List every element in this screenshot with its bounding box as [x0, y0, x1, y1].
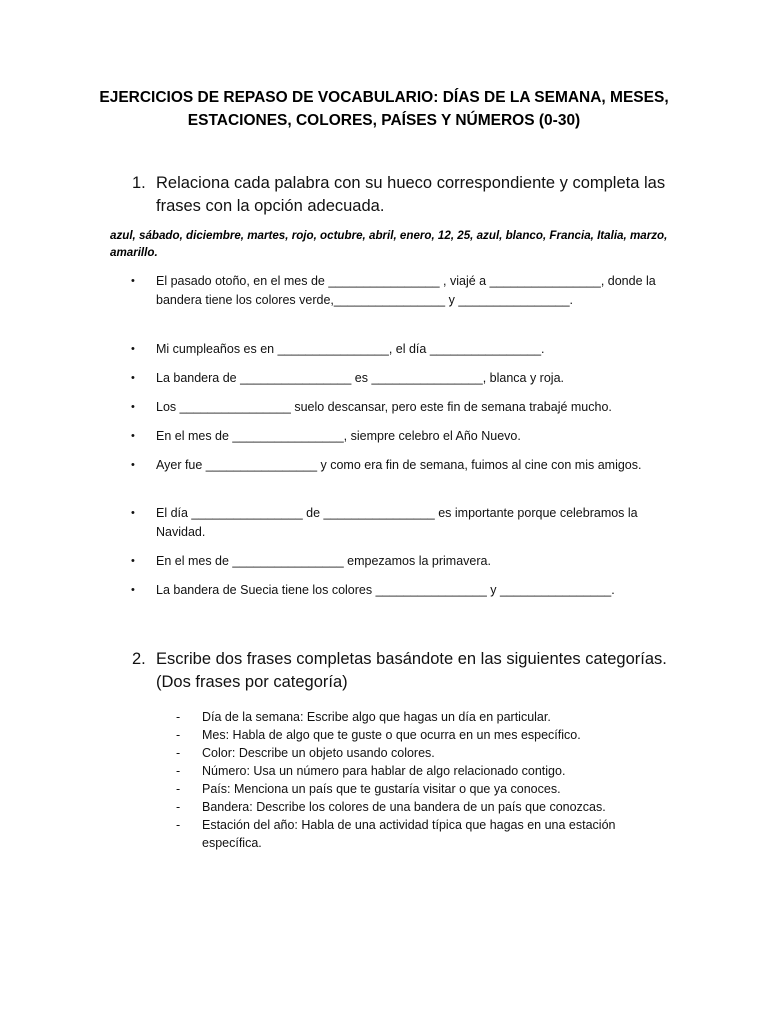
- sentence-item: [131, 504, 661, 542]
- category-item: [176, 798, 676, 816]
- category-text: Color: Describe un objeto usando colores.: [202, 746, 435, 760]
- exercise-1-number: 1.: [132, 174, 146, 192]
- sentence-item: [131, 456, 661, 475]
- sentence-text: En el mes de ________________, siempre celebro el Año Nuevo.: [156, 429, 521, 443]
- category-item: [176, 726, 676, 744]
- bullet-icon: •: [131, 555, 135, 567]
- sentence-text: El día ________________ de ________________ es importante porque celebramos la Navidad.: [156, 506, 638, 539]
- sentence-text: El pasado otoño, en el mes de ________________ , viajé a ________________, donde la bandera tiene los colores verde,________________ y ________________.: [156, 274, 656, 307]
- category-text: Número: Usa un número para hablar de algo relacionado contigo.: [202, 764, 566, 778]
- sentence-item: [131, 369, 661, 388]
- exercise-1-heading: [132, 172, 692, 218]
- category-text: País: Menciona un país que te gustaría visitar o que ya conoces.: [202, 782, 561, 796]
- sentence-text: En el mes de ________________ empezamos la primavera.: [156, 554, 491, 568]
- category-item: [176, 708, 676, 726]
- bullet-icon: •: [131, 459, 135, 471]
- category-item: [176, 816, 676, 852]
- bullet-icon: •: [131, 430, 135, 442]
- bullet-icon: •: [131, 401, 135, 413]
- dash-icon: -: [176, 800, 181, 814]
- sentence-text: Ayer fue ________________ y como era fin de semana, fuimos al cine con mis amigos.: [156, 458, 642, 472]
- title-line-2: ESTACIONES, COLORES, PAÍSES Y NÚMEROS (0-30): [187, 112, 581, 129]
- category-item: [176, 762, 676, 780]
- exercise-2-categories: [176, 708, 676, 852]
- bullet-icon: •: [131, 343, 135, 355]
- exercise-1-instruction: Relaciona cada palabra con su hueco correspondiente y completa las frases con la opción adecuada.: [156, 174, 666, 215]
- category-text: Día de la semana: Escribe algo que hagas un día en particular.: [202, 710, 551, 724]
- dash-icon: -: [176, 764, 181, 778]
- category-text: Estación del año: Habla de una actividad típica que hagas en una estación específica.: [202, 818, 616, 850]
- dash-icon: -: [176, 818, 181, 832]
- bullet-icon: •: [131, 372, 135, 384]
- sentence-item: [131, 427, 661, 446]
- word-bank: azul, sábado, diciembre, martes, rojo, octubre, abril, enero, 12, 25, azul, blanco, Francia, Italia, marzo, amarillo.: [110, 229, 668, 259]
- title-line-1: EJERCICIOS DE REPASO DE VOCABULARIO: DÍAS DE LA SEMANA, MESES,: [99, 89, 669, 106]
- exercise-2-heading: [132, 648, 692, 694]
- sentence-item: [131, 581, 661, 600]
- category-text: Bandera: Describe los colores de una bandera de un país que conozcas.: [202, 800, 606, 814]
- sentence-text: Mi cumpleaños es en ________________, el día ________________.: [156, 342, 545, 356]
- sentence-text: Los ________________ suelo descansar, pero este fin de semana trabajé mucho.: [156, 400, 612, 414]
- exercise-2-instruction: Escribe dos frases completas basándote en las siguientes categorías. (Dos frases por categoría): [156, 650, 667, 691]
- sentence-item: [131, 272, 661, 310]
- sentence-item: [131, 340, 661, 359]
- sentence-item: [131, 398, 661, 417]
- dash-icon: -: [176, 746, 181, 760]
- dash-icon: -: [176, 710, 181, 724]
- category-item: [176, 780, 676, 798]
- exercise-2-number: 2.: [132, 650, 146, 668]
- bullet-icon: •: [131, 275, 135, 287]
- bullet-icon: •: [131, 584, 135, 596]
- sentence-text: La bandera de ________________ es ________________, blanca y roja.: [156, 371, 565, 385]
- dash-icon: -: [176, 782, 181, 796]
- sentence-text: La bandera de Suecia tiene los colores ________________ y ________________.: [156, 583, 615, 597]
- category-text: Mes: Habla de algo que te guste o que ocurra en un mes específico.: [202, 728, 581, 742]
- sentence-item: [131, 552, 661, 571]
- document-title: [60, 86, 708, 132]
- category-item: [176, 744, 676, 762]
- dash-icon: -: [176, 728, 181, 742]
- bullet-icon: •: [131, 507, 135, 519]
